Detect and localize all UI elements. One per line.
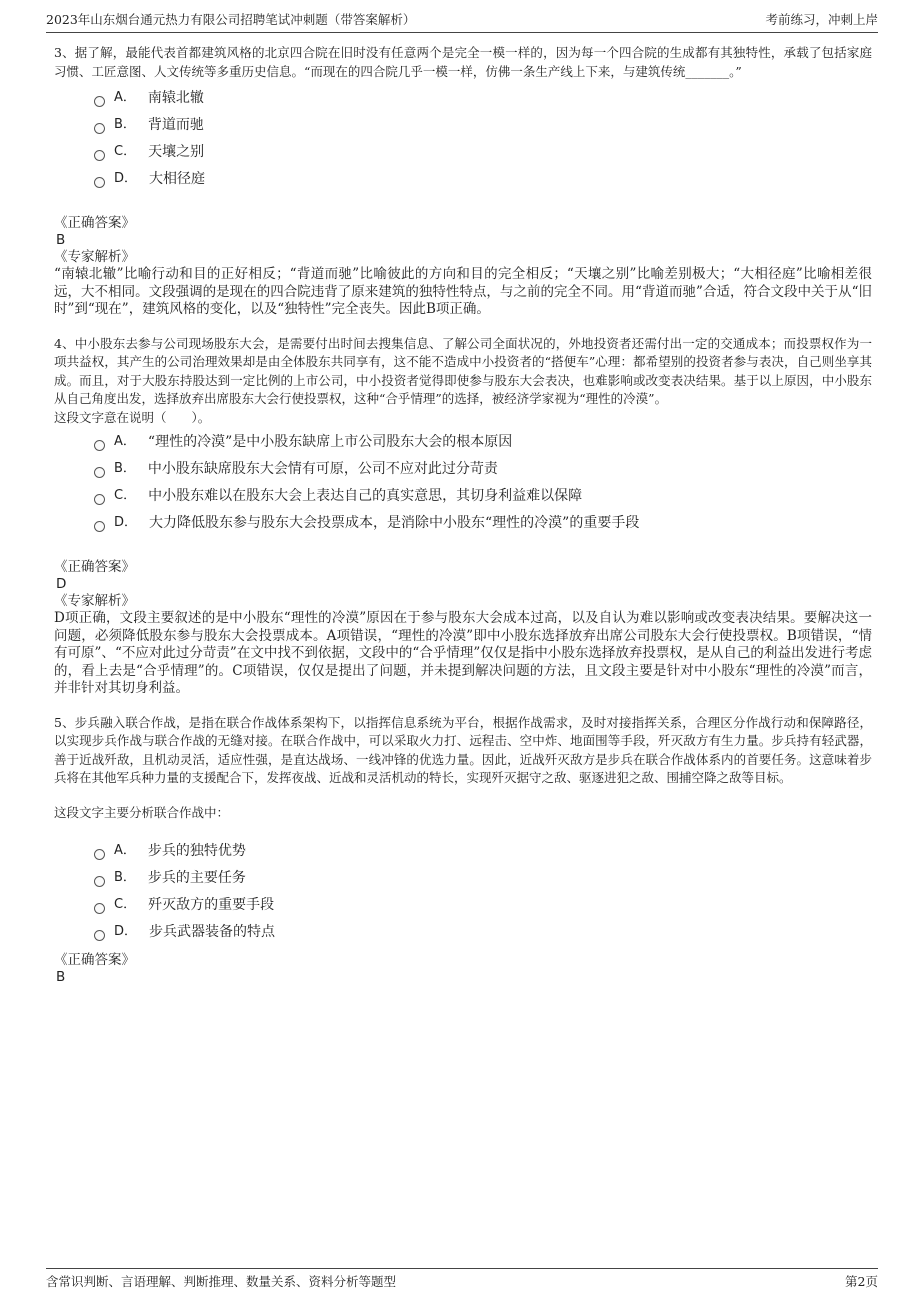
radio-icon[interactable] xyxy=(94,150,105,161)
option-text: 大力降低股东参与股东大会投票成本，是消除中小股东“理性的冷漠”的重要手段 xyxy=(149,515,640,531)
option-key: A． xyxy=(114,434,136,449)
radio-icon[interactable] xyxy=(94,930,105,941)
radio-icon[interactable] xyxy=(94,494,105,505)
question-4 xyxy=(54,335,872,698)
option-text: 步兵的主要任务 xyxy=(147,870,246,886)
answer-label: 《正确答案》 xyxy=(54,215,135,231)
option-key: B． xyxy=(114,870,136,885)
option-text: 中小股东难以在股东大会上表达自己的真实意思，其切身利益难以保障 xyxy=(148,488,583,504)
option-text: 大相径庭 xyxy=(149,171,206,187)
option-d[interactable] xyxy=(94,921,872,948)
answer-value: B xyxy=(56,969,66,985)
option-c[interactable] xyxy=(94,141,872,168)
header-slogan: 考前练习，冲刺上岸 xyxy=(765,12,878,27)
page-header xyxy=(46,10,878,33)
option-a[interactable] xyxy=(94,431,872,458)
page-footer xyxy=(46,1268,878,1291)
radio-icon[interactable] xyxy=(94,903,105,914)
answer-value: B xyxy=(56,232,66,248)
option-key: C． xyxy=(114,897,137,912)
question-3 xyxy=(54,44,872,319)
radio-icon[interactable] xyxy=(94,521,105,532)
radio-icon[interactable] xyxy=(94,96,105,107)
option-key: A． xyxy=(114,843,136,858)
option-b[interactable] xyxy=(94,867,872,894)
option-a[interactable] xyxy=(94,87,872,114)
option-text: 背道而驰 xyxy=(147,117,204,133)
option-c[interactable] xyxy=(94,894,872,921)
answer-value: D xyxy=(56,576,67,592)
option-c[interactable] xyxy=(94,485,872,512)
document-body xyxy=(54,44,872,986)
radio-icon[interactable] xyxy=(94,177,105,188)
option-key: B． xyxy=(114,117,136,132)
analysis-text: D项正确，文段主要叙述的是中小股东“理性的冷漠”原因在于参与股东大会成本过高，以及自认为难以影响或改变表决结果。要解决这一问题，必须降低股东参与股东大会投票成本。A项错误，“理性的冷漠”即中小股东选择放弃出席公司股东大会行使投票权。B项错误，“情有可原”、“不应对此过分苛责”在文中找不到依据，文段中的“合乎情理”仅仅是指中小股东选择放弃投票权，是从自己的利益出发进行考虑的，看上去是“合乎情理”的。C项错误，仅仅是提出了问题，并未提到解决问题的方法，且文段主要是针对中小股东“理性的冷漠”而言，并非针对其切身利益。 xyxy=(54,610,872,696)
radio-icon[interactable] xyxy=(94,467,105,478)
option-text: 中小股东缺席股东大会情有可原，公司不应对此过分苛责 xyxy=(147,461,498,477)
option-list xyxy=(54,87,872,195)
option-key: D． xyxy=(114,515,138,530)
page-number: 第2页 xyxy=(845,1274,878,1289)
question-prompt: 这段文字意在说明（ ）。 xyxy=(54,409,211,425)
option-key: D． xyxy=(114,924,138,939)
question-stem: 5、步兵融入联合作战，是指在联合作战体系架构下，以指挥信息系统为平台，根据作战需求，及时对接指挥关系，合理区分作战行动和保障路径，以实现步兵作战与联合作战的无缝对接。在联合作战中，可以采取火力打、远程击、空中炸、地面围等手段，歼灭敌方有生力量。步兵持有轻武器，善于近战歼敌，且机动灵活，适应性强，是直达战场、一线冲锋的优选力量。因此，近战歼灭敌方是步兵在联合作战体系内的首要任务。这意味着步兵将在其他军兵种力量的支援配合下，发挥夜战、近战和灵活机动的特长，实现歼灭据守之敌、驱逐进犯之敌、围捕空降之敌等目标。 xyxy=(54,714,872,785)
question-prompt: 这段文字主要分析联合作战中： xyxy=(54,804,230,820)
analysis-label: 《专家解析》 xyxy=(54,249,135,265)
answer-label: 《正确答案》 xyxy=(54,559,135,575)
option-text: 天壤之别 xyxy=(148,144,205,160)
option-key: C． xyxy=(114,144,137,159)
option-key: A． xyxy=(114,90,136,105)
document-title: 2023年山东烟台通元热力有限公司招聘笔试冲刺题（带答案解析） xyxy=(46,12,416,27)
radio-icon[interactable] xyxy=(94,440,105,451)
option-text: 南辕北辙 xyxy=(147,90,204,106)
option-list xyxy=(54,840,872,948)
option-text: “理性的冷漠”是中小股东缺席上市公司股东大会的根本原因 xyxy=(147,434,513,450)
analysis-text: “南辕北辙”比喻行动和目的正好相反；“背道而驰”比喻彼此的方向和目的完全相反；“天壤之别”比喻差别极大；“大相径庭”比喻相差很远，大不相同。文段强调的是现在的四合院违背了原来建筑的独特性特点，与之前的完全不同。用“背道而驰”合适，符合文段中关于从“旧时”到“现在”，建筑风格的变化，以及“独特性”完全丧失。因此B项正确。 xyxy=(54,266,872,317)
radio-icon[interactable] xyxy=(94,123,105,134)
answer-label: 《正确答案》 xyxy=(54,952,135,968)
option-text: 步兵武器装备的特点 xyxy=(149,924,276,940)
option-key: B． xyxy=(114,461,136,476)
radio-icon[interactable] xyxy=(94,849,105,860)
option-b[interactable] xyxy=(94,114,872,141)
option-list xyxy=(54,431,872,539)
question-stem: 4、中小股东去参与公司现场股东大会，是需要付出时间去搜集信息、了解公司全面状况的，外地投资者还需付出一定的交通成本；而投票权作为一项共益权，其产生的公司治理效果却是由全体股东共同享有，这不能不造成中小投资者的“搭便车”心理：都希望别的投资者参与表决，自己则坐享其成。而且，对于大股东持股达到一定比例的上市公司，中小投资者觉得即使参与股东大会表决，也难影响或改变表决结果。基于以上原因，中小股东从自己角度出发，选择放弃出席股东大会行使投票权，这种“合乎情理”的选择，被经济学家视为“理性的冷漠”。 xyxy=(54,335,872,406)
option-b[interactable] xyxy=(94,458,872,485)
option-key: C． xyxy=(114,488,137,503)
option-a[interactable] xyxy=(94,840,872,867)
footer-topics: 含常识判断、言语理解、判断推理、数量关系、资料分析等题型 xyxy=(46,1274,397,1289)
radio-icon[interactable] xyxy=(94,876,105,887)
option-text: 步兵的独特优势 xyxy=(147,843,246,859)
option-text: 歼灭敌方的重要手段 xyxy=(148,897,275,913)
option-d[interactable] xyxy=(94,512,872,539)
question-stem: 3、据了解，最能代表首都建筑风格的北京四合院在旧时没有任意两个是完全一模一样的，因为每一个四合院的生成都有其独特性，承载了包括家庭习惯、工匠意图、人文传统等多重历史信息。“而现在的四合院几乎一模一样，仿佛一条生产线上下来，与建筑传统_______。” xyxy=(54,45,872,79)
option-d[interactable] xyxy=(94,168,872,195)
option-key: D． xyxy=(114,171,138,186)
question-5 xyxy=(54,714,872,987)
analysis-label: 《专家解析》 xyxy=(54,593,135,609)
